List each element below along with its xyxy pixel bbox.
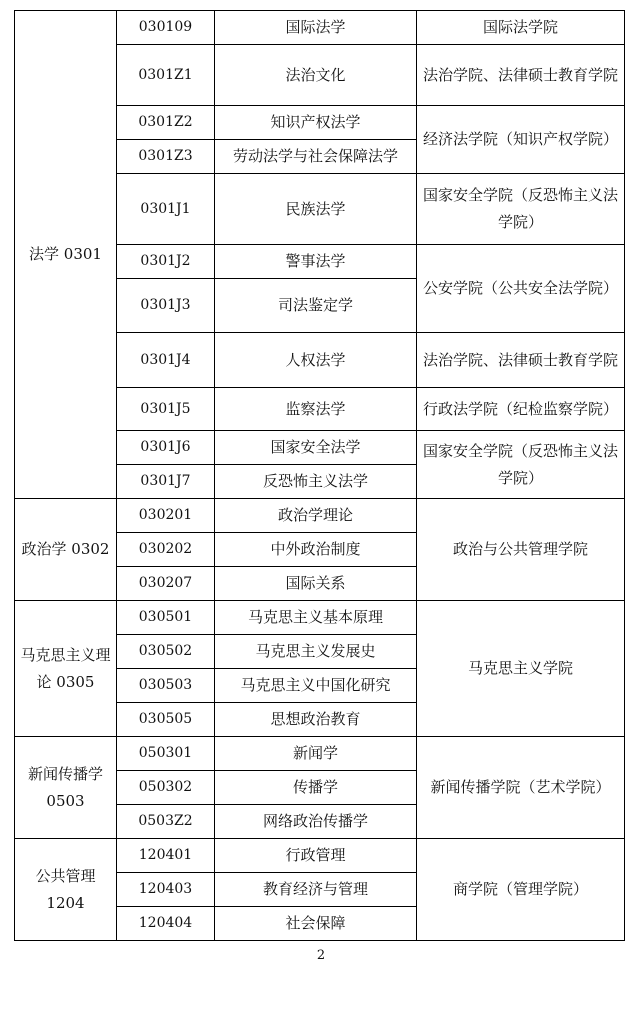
code-cell: 0301J6 [117,431,215,465]
major-cell: 监察法学 [215,388,417,431]
code-cell: 0301J2 [117,245,215,279]
major-cell: 人权法学 [215,333,417,388]
major-cell: 行政管理 [215,839,417,873]
code-cell: 0301J4 [117,333,215,388]
college-cell: 经济法学院（知识产权学院） [417,106,625,174]
code-cell: 0301Z2 [117,106,215,140]
code-cell: 0301J3 [117,279,215,333]
code-cell: 050302 [117,771,215,805]
page-number: 2 [316,948,326,963]
table-row [15,839,625,873]
major-cell: 政治学理论 [215,499,417,533]
code-cell: 120404 [117,907,215,941]
college-cell: 国家安全学院（反恐怖主义法学院） [417,174,625,245]
discipline-cell: 新闻传播学 0503 [15,737,117,839]
major-cell: 知识产权法学 [215,106,417,140]
code-cell: 120401 [117,839,215,873]
table-row [15,737,625,771]
college-cell: 行政法学院（纪检监察学院） [417,388,625,431]
college-cell: 法治学院、法律硕士教育学院 [417,333,625,388]
discipline-cell: 政治学 0302 [15,499,117,601]
major-cell: 民族法学 [215,174,417,245]
major-cell: 劳动法学与社会保障法学 [215,140,417,174]
code-cell: 030505 [117,703,215,737]
discipline-cell: 马克思主义理论 0305 [15,601,117,737]
major-cell: 传播学 [215,771,417,805]
code-cell: 030503 [117,669,215,703]
code-cell: 0301Z3 [117,140,215,174]
table-row [15,11,625,45]
table-row [15,601,625,635]
major-cell: 法治文化 [215,45,417,106]
code-cell: 0301J7 [117,465,215,499]
code-cell: 0301J5 [117,388,215,431]
major-cell: 国家安全法学 [215,431,417,465]
major-cell: 马克思主义发展史 [215,635,417,669]
major-cell: 国际法学 [215,11,417,45]
college-cell: 新闻传播学院（艺术学院） [417,737,625,839]
code-cell: 0503Z2 [117,805,215,839]
college-cell: 法治学院、法律硕士教育学院 [417,45,625,106]
major-cell: 国际关系 [215,567,417,601]
major-cell: 警事法学 [215,245,417,279]
discipline-cell: 公共管理 1204 [15,839,117,941]
college-cell: 公安学院（公共安全法学院） [417,245,625,333]
discipline-table [14,10,625,941]
code-cell: 030207 [117,567,215,601]
code-cell: 030202 [117,533,215,567]
code-cell: 030502 [117,635,215,669]
college-cell: 国家安全学院（反恐怖主义法学院） [417,431,625,499]
major-cell: 网络政治传播学 [215,805,417,839]
major-cell: 司法鉴定学 [215,279,417,333]
major-cell: 社会保障 [215,907,417,941]
college-cell: 政治与公共管理学院 [417,499,625,601]
college-cell: 商学院（管理学院） [417,839,625,941]
major-cell: 马克思主义基本原理 [215,601,417,635]
table-row [15,499,625,533]
major-cell: 新闻学 [215,737,417,771]
code-cell: 030201 [117,499,215,533]
major-cell: 马克思主义中国化研究 [215,669,417,703]
code-cell: 030109 [117,11,215,45]
college-cell: 国际法学院 [417,11,625,45]
code-cell: 050301 [117,737,215,771]
code-cell: 120403 [117,873,215,907]
college-cell: 马克思主义学院 [417,601,625,737]
major-cell: 反恐怖主义法学 [215,465,417,499]
major-cell: 中外政治制度 [215,533,417,567]
code-cell: 0301Z1 [117,45,215,106]
code-cell: 030501 [117,601,215,635]
code-cell: 0301J1 [117,174,215,245]
major-cell: 教育经济与管理 [215,873,417,907]
discipline-cell: 法学 0301 [15,11,117,499]
major-cell: 思想政治教育 [215,703,417,737]
